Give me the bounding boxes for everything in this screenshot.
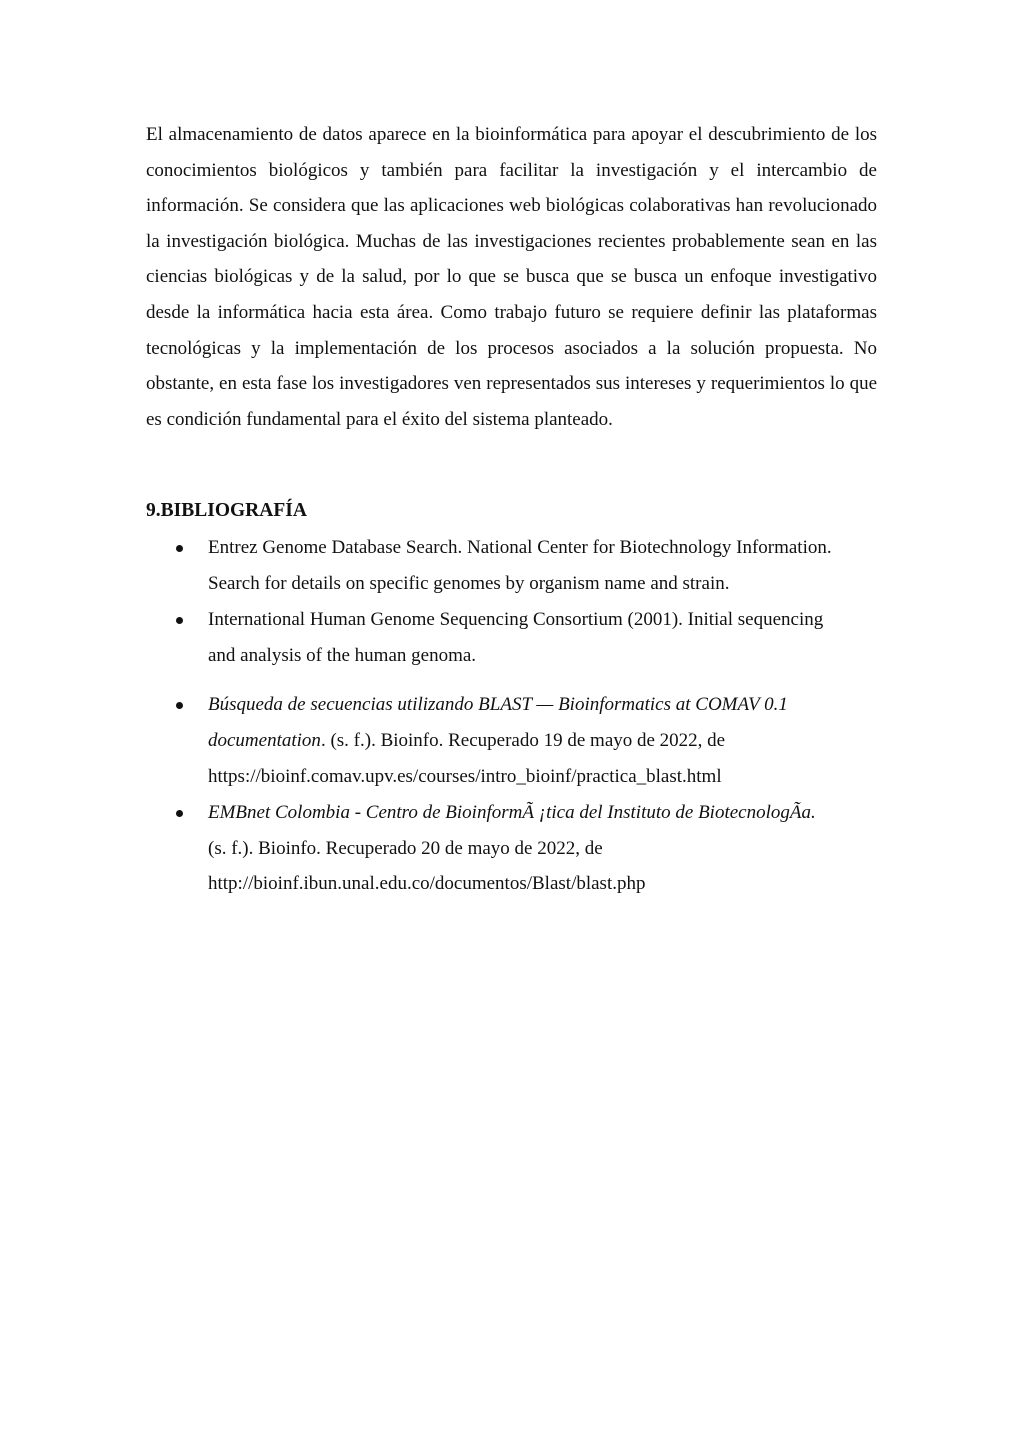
- list-item: [146, 530, 886, 601]
- bibliography-heading: 9.BIBLIOGRAFÍA: [146, 500, 307, 521]
- reference-title: [208, 687, 886, 723]
- list-item: [146, 602, 886, 673]
- bibliography-list: [146, 530, 886, 902]
- reference-text: Entrez Genome Database Search. National Center for Biotechnology Information.: [208, 537, 832, 558]
- reference-source: . (s. f.). Bioinfo. Recuperado 19 de mayo de 2022, de: [320, 729, 726, 751]
- reference-title-italic: Búsqueda de secuencias utilizando BLAST — Bioinformatics at COMAV 0.1: [208, 694, 788, 716]
- reference-url: https://bioinf.comav.upv.es/courses/intro_bioinf/practica_blast.html: [208, 765, 722, 787]
- reference-source: (s. f.). Bioinfo. Recuperado 20 de mayo de 2022, de: [208, 837, 603, 859]
- bullet-icon: [176, 545, 183, 552]
- reference-title-italic: EMBnet Colombia - Centro de BioinformÃ ¡tica del Instituto de BiotecnologÃa.: [208, 802, 816, 824]
- list-item: [146, 795, 886, 902]
- reference-text: International Human Genome Sequencing Consortium (2001). Initial sequencing: [208, 609, 824, 631]
- bullet-icon: [176, 702, 183, 709]
- bullet-icon: [176, 617, 183, 624]
- reference-details: [208, 723, 886, 759]
- reference-text: Search for details on specific genomes by organism name and strain.: [208, 572, 730, 594]
- reference-url: http://bioinf.ibun.unal.edu.co/documentos/Blast/blast.php: [208, 873, 646, 895]
- bullet-icon: [176, 810, 183, 817]
- conclusion-paragraph: El almacenamiento de datos aparece en la bioinformática para apoyar el descubrimiento de los conocimientos biológicos y también para facilitar la investigación y el intercambio de información. Se considera que las aplicaciones web biológicas colaborativas han revolucionado la investigación biológica. Muchas de las investigaciones recientes probablemente sean en las ciencias biológicas y de la salud, por lo que se busca que se busca un enfoque investigativo desde la informática hacia esta área. Como trabajo futuro se requiere definir las plataformas tecnológicas y la implementación de los procesos asociados a la solución propuesta. No obstante, en esta fase los investigadores ven representados sus intereses y requerimientos lo que es condición fundamental para el éxito del sistema planteado.: [146, 124, 877, 430]
- reference-title-italic: documentation: [208, 729, 321, 751]
- reference-text: and analysis of the human genoma.: [208, 644, 477, 666]
- list-item: [146, 687, 886, 794]
- reference-title: [208, 795, 886, 831]
